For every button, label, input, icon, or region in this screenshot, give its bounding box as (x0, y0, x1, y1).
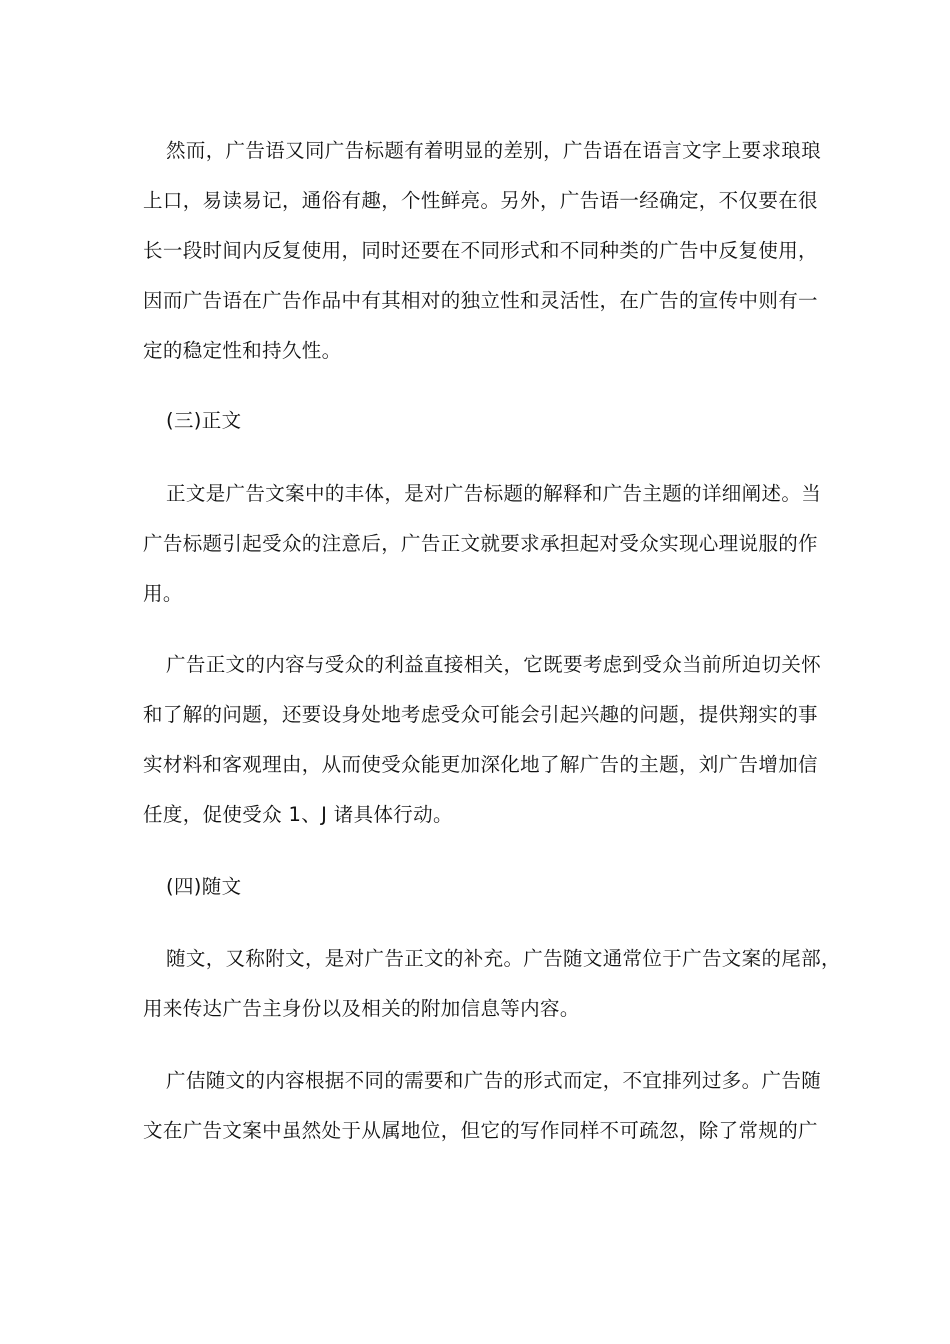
section-heading-3: (三)正文 (166, 409, 242, 432)
paragraph-5-line-1: 广佶随文的内容根据不同的需要和广告的形式而定，不宜排列过多。广告随 (166, 1069, 822, 1092)
paragraph-2-line-3: 用。 (143, 582, 183, 605)
paragraph-1-line-5: 定的稳定性和持久性。 (143, 339, 342, 362)
paragraph-3-line-3: 实材料和客观理由，从而使受众能更加深化地了解广告的主题，刘广告增加信 (143, 753, 818, 776)
paragraph-1-line-4: 因而广告语在广告作品中有其相对的独立性和灵活性，在广告的宣传中则有一 (143, 289, 818, 312)
paragraph-4-line-1: 随文，又称附文，是对广告正文的补充。广告随文通常位于广告文案的尾部， (166, 947, 841, 970)
paragraph-1-line-3: 长一段时间内反复使用，同时还要在不同形式和不同种类的广告中反复使用， (143, 239, 818, 262)
paragraph-5-line-2: 文在广告文案中虽然处于从属地位，但它的写作同样不可疏忽，除了常规的广 (143, 1119, 818, 1142)
paragraph-1-line-2: 上口，易读易记，通俗有趣，个性鲜亮。另外，广告语一经确定，不仅要在很 (143, 189, 818, 212)
paragraph-2-line-2: 广告标题引起受众的注意后，广告正文就要求承担起对受众实现心理说服的作 (143, 532, 818, 555)
paragraph-2-line-1: 正文是广告文案中的丰体，是对广告标题的解释和广告主题的详细阐述。当 (166, 482, 822, 505)
paragraph-3-line-1: 广告正文的内容与受众的利益直接相关，它既要考虑到受众当前所迫切关怀 (166, 653, 822, 676)
paragraph-1-line-1: 然而，广告语又同广告标题有着明显的差别，广告语在语言文字上要求琅琅 (166, 139, 822, 162)
section-heading-4: (四)随文 (166, 875, 242, 898)
paragraph-4-line-2: 用来传达广告主身份以及相关的附加信息等内容。 (143, 997, 580, 1020)
paragraph-3-line-4: 任度，促使受众 1、J 诸具体行动。 (143, 803, 453, 826)
paragraph-3-line-2: 和了解的问题，还要设身处地考虑受众可能会引起兴趣的问题，提供翔实的事 (143, 703, 818, 726)
